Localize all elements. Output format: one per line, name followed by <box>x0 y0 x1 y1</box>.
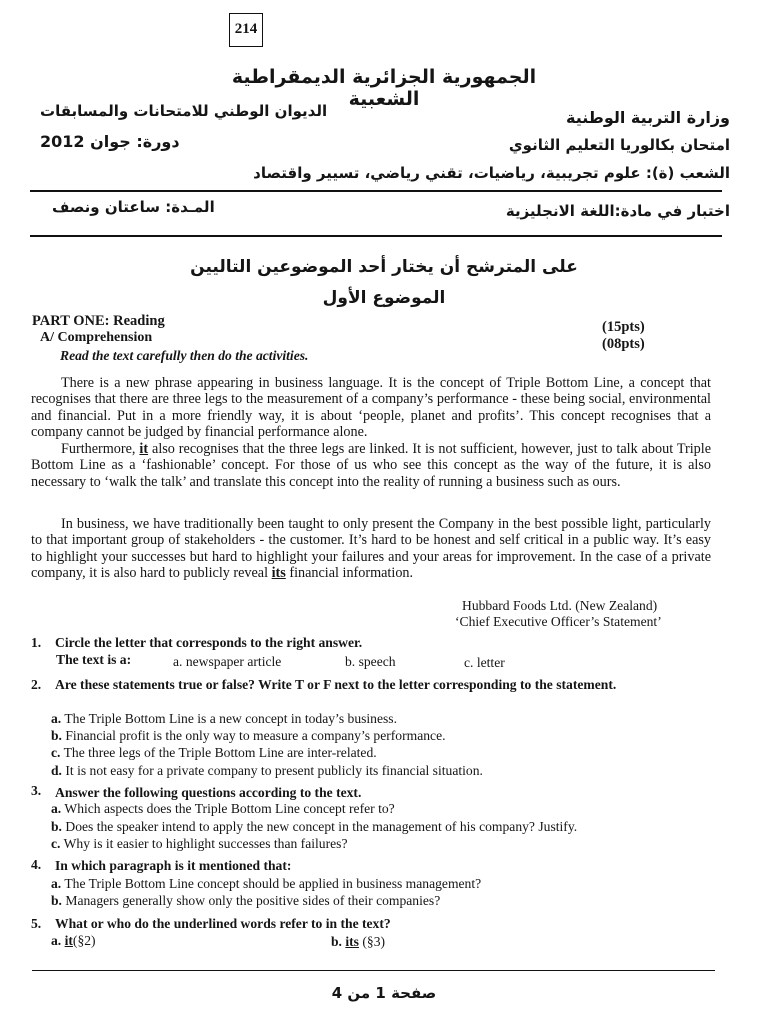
q5-text: What or who do the underlined words refer to in the text? <box>55 916 391 931</box>
q5-item-b: b. its (§3) <box>331 934 386 949</box>
paragraph-2: Furthermore, it also recognises that the three legs are linked. It is not sufficient, however, just to talk about Triple Bottom Line as a ‘fashionable’ concept. For those of us who see this concept as the way of the future, it is also necessary to ‘walk the talk’ and translate this concept into the reality of running a business such as ours. <box>31 441 711 490</box>
q5-word-its: its <box>345 934 359 949</box>
q2-number: 2. <box>31 677 42 692</box>
header-divider <box>30 190 722 192</box>
session-label: دورة: جوان 2012 <box>40 132 180 151</box>
subject-one-title: الموضوع الأول <box>322 288 446 308</box>
footer-divider <box>32 970 715 971</box>
q5-number: 5. <box>31 916 42 931</box>
q1-option-b: b. speech <box>345 654 396 669</box>
office-label: الديوان الوطني للامتحانات والمسابقات <box>40 102 328 120</box>
q4-item-b: b. Managers generally show only the positive sides of their companies? <box>51 893 441 908</box>
source-company: Hubbard Foods Ltd. (New Zealand) <box>462 598 658 613</box>
q3-item-c: c. Why is it easier to highlight successes than failures? <box>51 836 348 851</box>
subject-divider <box>30 235 722 237</box>
republic-title: الجمهورية الجزائرية الديمقراطية الشعبية <box>231 66 537 110</box>
q1-stem: The text is a: <box>56 652 132 667</box>
q5-item-a: a. it(§2) <box>51 933 96 948</box>
source-document: ‘Chief Executive Officer’s Statement’ <box>455 614 662 629</box>
q4-number: 4. <box>31 857 42 872</box>
q3-text: Answer the following questions according to the text. <box>55 785 362 800</box>
part-title: PART ONE: Reading <box>32 313 165 329</box>
q2-item-d: d. It is not easy for a private company to present publicly its financial situation. <box>51 763 483 778</box>
q2-text: Are these statements true or false? Write T or F next to the letter corresponding to the statement. <box>55 677 617 692</box>
subject-label: اختبار في مادة:اللغة الانجليزية <box>505 202 730 220</box>
q3-item-a: a. Which aspects does the Triple Bottom Line concept refer to? <box>51 801 395 816</box>
underlined-word-its: its <box>271 564 286 581</box>
q4-text: In which paragraph is it mentioned that: <box>55 858 292 873</box>
q1-option-a: a. newspaper article <box>173 654 282 669</box>
instruction-line: على المترشح أن يختار أحد الموضوعين التاليين <box>190 257 578 277</box>
streams-label: الشعب (ة): علوم تجريبية، رياضيات، تقني رياضي، تسيير واقتصاد <box>253 164 730 182</box>
q3-item-b: b. Does the speaker intend to apply the new concept in the management of his company? Justify. <box>51 819 578 834</box>
footer-page-indicator: صفحة 1 من 4 <box>331 984 437 1002</box>
paragraph-1: There is a new phrase appearing in business language. It is the concept of Triple Bottom Line, a concept that recognises that there are three legs to the measurement of a company’s performance - these being social, environmental and financial. Put in a more friendly way, it is about ‘people, planet and profits’. This concept recognises that a company cannot be judged by financial performance alone. <box>31 375 711 440</box>
q1-number: 1. <box>31 635 42 650</box>
q5-word-it: it <box>64 933 73 948</box>
reading-directive: Read the text carefully then do the activities. <box>60 348 309 363</box>
q1-text: Circle the letter that corresponds to the right answer. <box>55 635 363 650</box>
q4-item-a: a. The Triple Bottom Line concept should be applied in business management? <box>51 876 482 891</box>
section-title: A/ Comprehension <box>40 330 153 345</box>
paragraph-3: In business, we have traditionally been taught to only present the Company in the best possible light, particularly to that important group of stakeholders - the customer. It’s hard to be honest and self critical in a public way. It’s easy to highlight your successes but hard to highlight your failures and your areas for improvement. In the case of a private company, it is also hard to publicly reveal its financial information. <box>31 516 711 581</box>
part-points: (15pts) <box>602 319 645 335</box>
duration-label: المـدة: ساعتان ونصف <box>52 198 215 216</box>
q2-item-a: a. The Triple Bottom Line is a new concept in today’s business. <box>51 711 397 726</box>
section-points: (08pts) <box>602 336 645 352</box>
q3-number: 3. <box>31 783 42 798</box>
page-number-box: 214 <box>229 13 263 47</box>
exam-label: امتحان بكالوريا التعليم الثانوي <box>508 136 730 154</box>
ministry-label: وزارة التربية الوطنية <box>565 108 730 127</box>
underlined-word-it: it <box>139 441 149 457</box>
q2-item-b: b. Financial profit is the only way to measure a company’s performance. <box>51 728 446 743</box>
q2-item-c: c. The three legs of the Triple Bottom Line are inter-related. <box>51 745 377 760</box>
q1-option-c: c. letter <box>464 655 505 670</box>
